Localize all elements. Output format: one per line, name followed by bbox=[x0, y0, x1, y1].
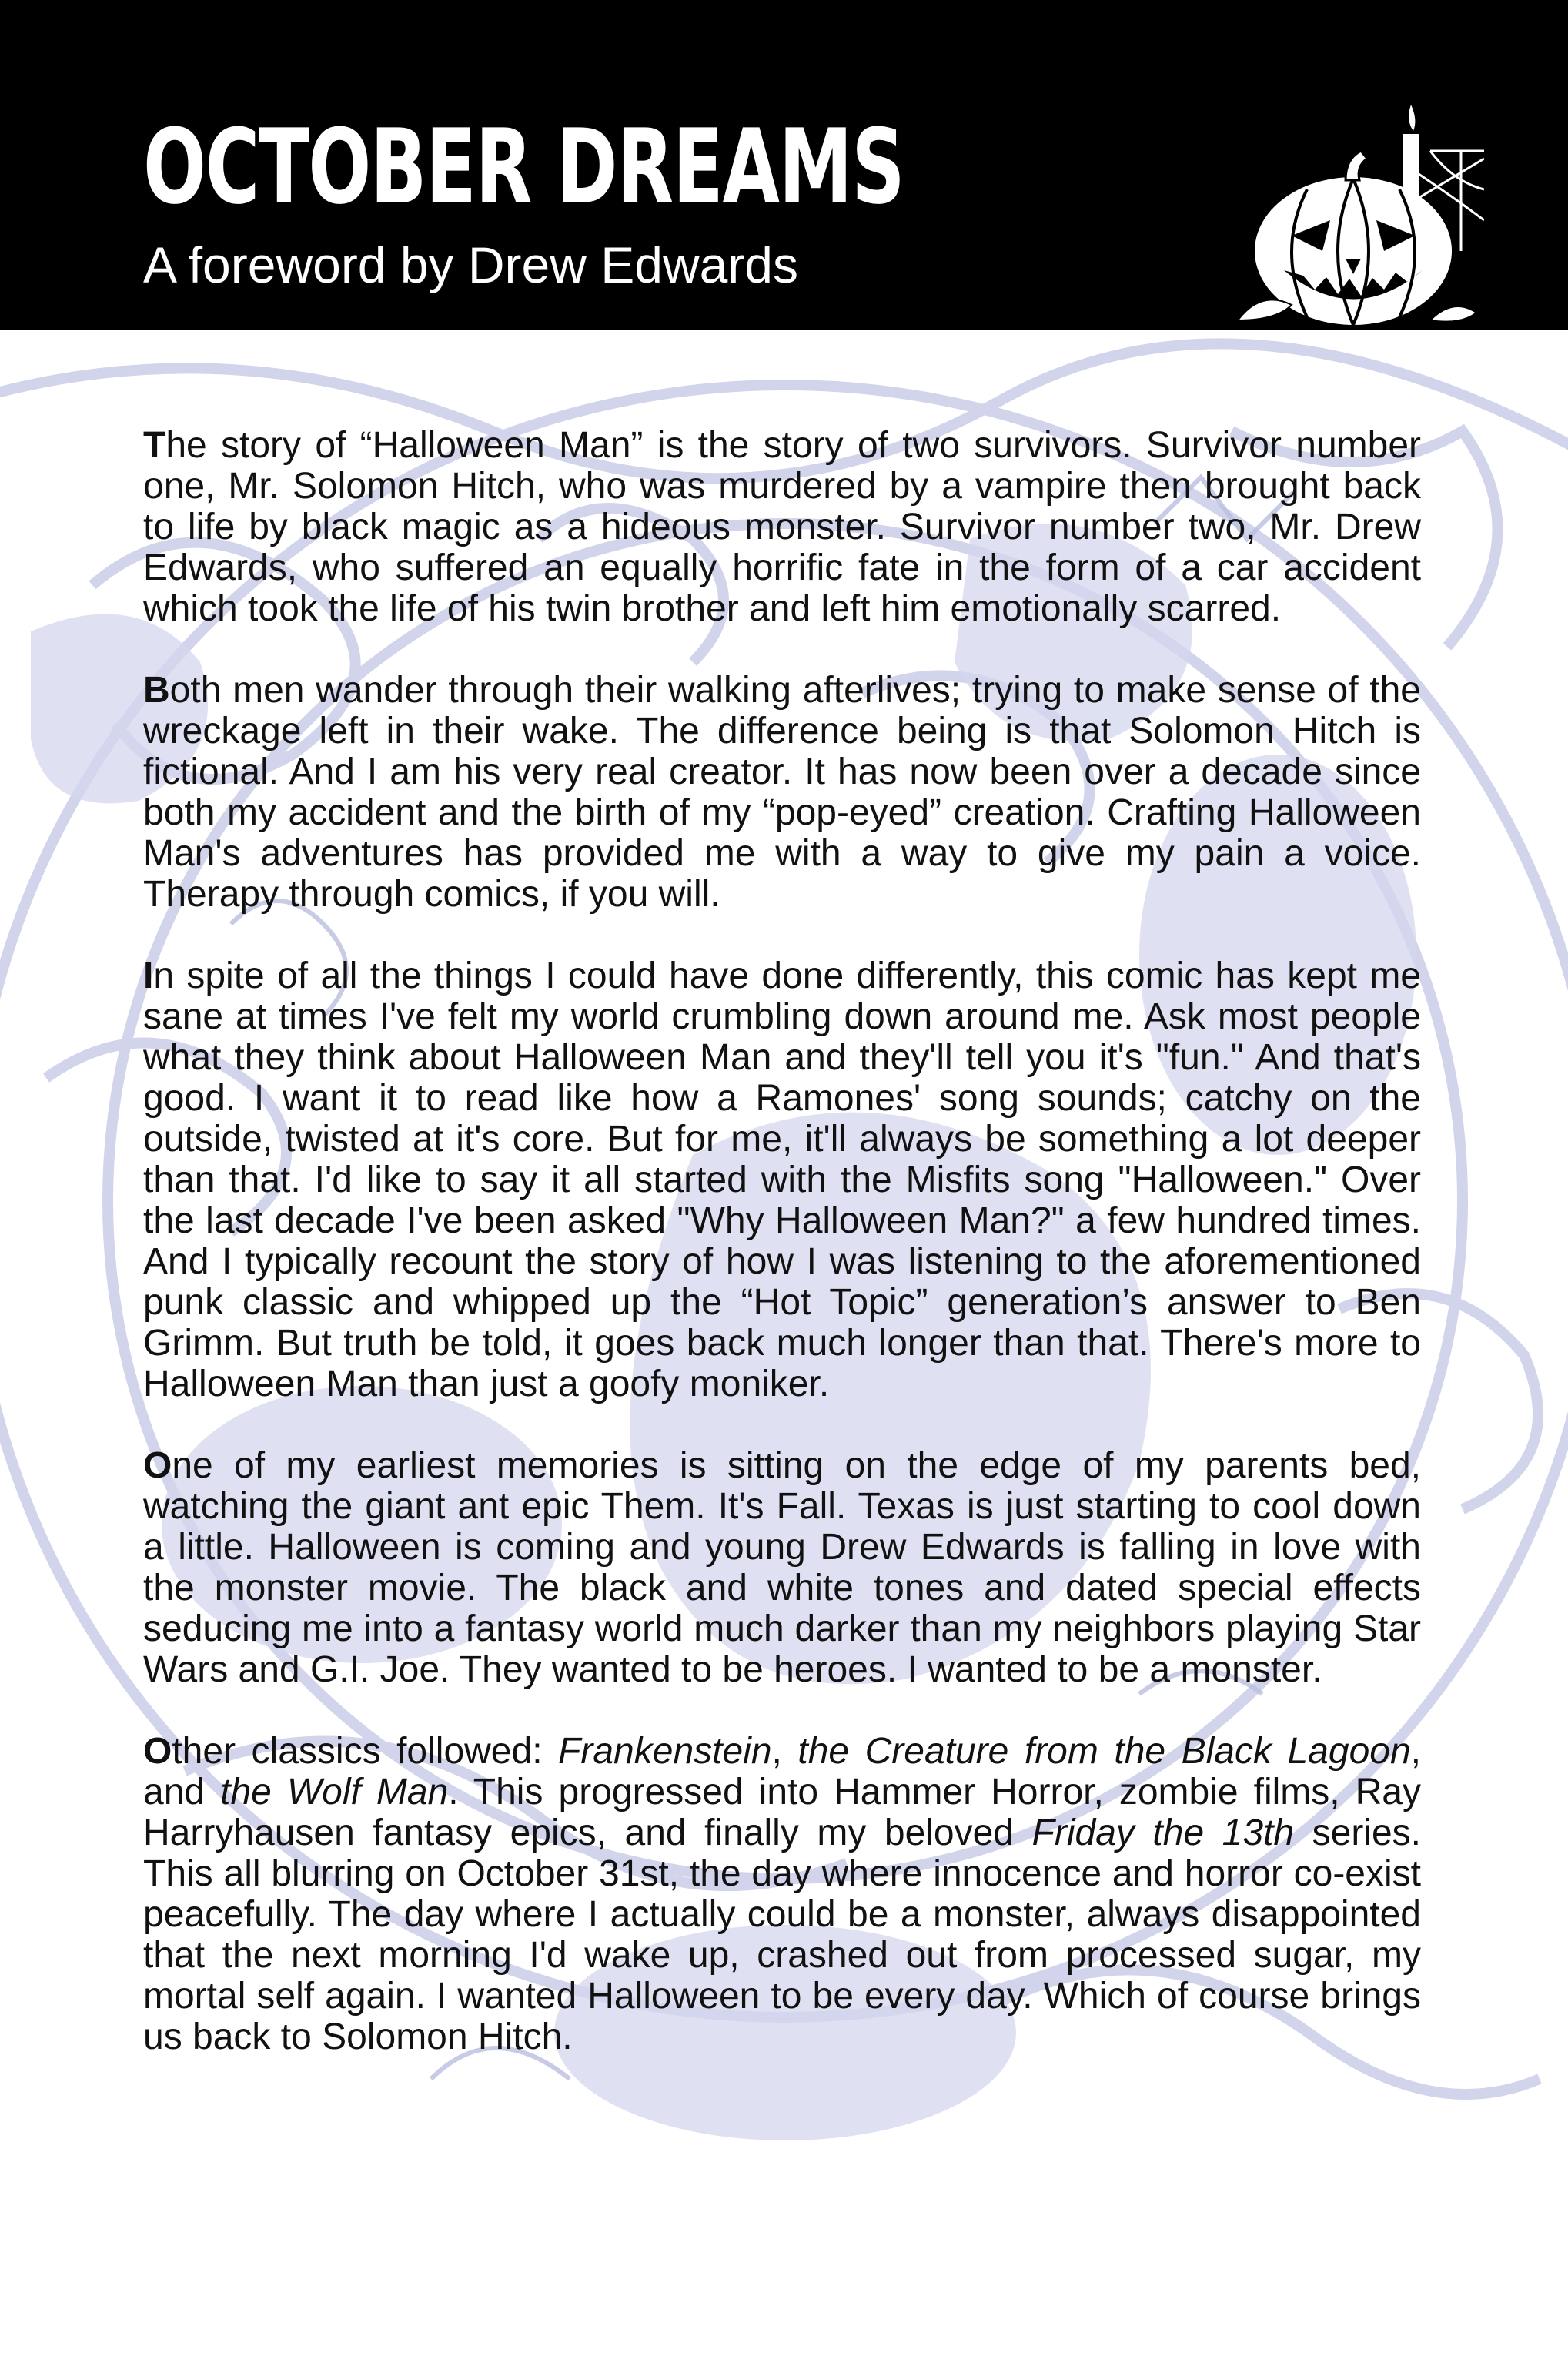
text-segment: ther classics followed: bbox=[172, 1731, 559, 1772]
paragraph bbox=[143, 956, 1421, 1404]
text-segment: , bbox=[771, 1731, 798, 1772]
paragraph bbox=[143, 1445, 1421, 1690]
jack-o-lantern-icon bbox=[1230, 97, 1484, 330]
paragraph-text: ne of my earliest memories is sitting on the edge of my parents bed, watching the giant ant epic Them. It's Fall. Texas is just starting to cool down a little. Halloween is coming and young Drew Edwards is falling in love with the monster movie. The black and white tones and dated special effects seducing me into a fantasy world much darker than my neighbors playing Star Wars and G.I. Joe. They wanted to be heroes. I wanted to be a monster. bbox=[143, 1445, 1421, 1690]
text-segment: . This progressed into Hammer Horror, zombie films, Ray Harryhausen fantasy epics, and finally my beloved bbox=[143, 1772, 1422, 1853]
drop-letter: B bbox=[143, 670, 170, 711]
paragraph-text bbox=[143, 1731, 1421, 2057]
paragraph bbox=[143, 425, 1421, 629]
drop-letter: O bbox=[143, 1731, 172, 1772]
paragraph bbox=[143, 1731, 1421, 2057]
film-title: Friday the 13th bbox=[1031, 1812, 1295, 1853]
drop-letter: T bbox=[143, 425, 166, 466]
drop-letter: I bbox=[143, 956, 154, 996]
film-title: Frankenstein bbox=[558, 1731, 772, 1772]
paragraph-text: n spite of all the things I could have done differently, this comic has kept me sane at times I've felt my world crumbling down around me. Ask most people what they think about Halloween Man and they'll tell you it's "fun." And that's good. I want it to read like how a Ramones' song sounds; catchy on the outside, twisted at it's core. But for me, it'll always be something a lot deeper than that. I'd like to say it all started with the Misfits song "Halloween." Over the last decade I've been asked "Why Halloween Man?" a few hundred times. And I typically recount the story of how I was listening to the aforementioned punk classic and whipped up the “Hot Topic” generation’s answer to Ben Grimm. But truth be told, it goes back much longer than that. There's more to Halloween Man than just a goofy moniker. bbox=[143, 956, 1421, 1404]
text-segment: series. This all blurring on October 31st, the day where innocence and horror co-exist peacefully. The day where I actually could be a monster, always disappointed that the next morning I'd wake up, crashed out from processed sugar, my mortal self again. I wanted Halloween to be every day. Which of course brings us back to Solomon Hitch. bbox=[143, 1812, 1422, 2057]
drop-letter: O bbox=[143, 1445, 172, 1486]
paragraph-text: he story of “Halloween Man” is the story of two survivors. Survivor number one, Mr. Solomon Hitch, who was murdered by a vampire then brought back to life by black magic as a hideous monster. Survivor number two, Mr. Drew Edwards, who suffered an equally horrific fate in the form of a car accident which took the life of his twin brother and left him emotionally scarred. bbox=[143, 425, 1421, 629]
page-title: OCTOBER DREAMS bbox=[143, 107, 904, 227]
page-subtitle: A foreword by Drew Edwards bbox=[143, 236, 799, 293]
paragraph bbox=[143, 670, 1421, 915]
film-title: the Creature from the Black Lagoon bbox=[797, 1731, 1411, 1772]
foreword-body bbox=[143, 425, 1421, 2057]
text-segment: , and bbox=[143, 1731, 1421, 1812]
paragraph-text: oth men wander through their walking afterlives; trying to make sense of the wreckage left in their wake. The difference being is that Solomon Hitch is fictional. And I am his very real creator. It has now been over a decade since both my accident and the birth of my “pop-eyed” creation. Crafting Halloween Man's adventures has provided me with a way to give my pain a voice. Therapy through comics, if you will. bbox=[143, 670, 1421, 915]
film-title: the Wolf Man bbox=[220, 1772, 449, 1812]
